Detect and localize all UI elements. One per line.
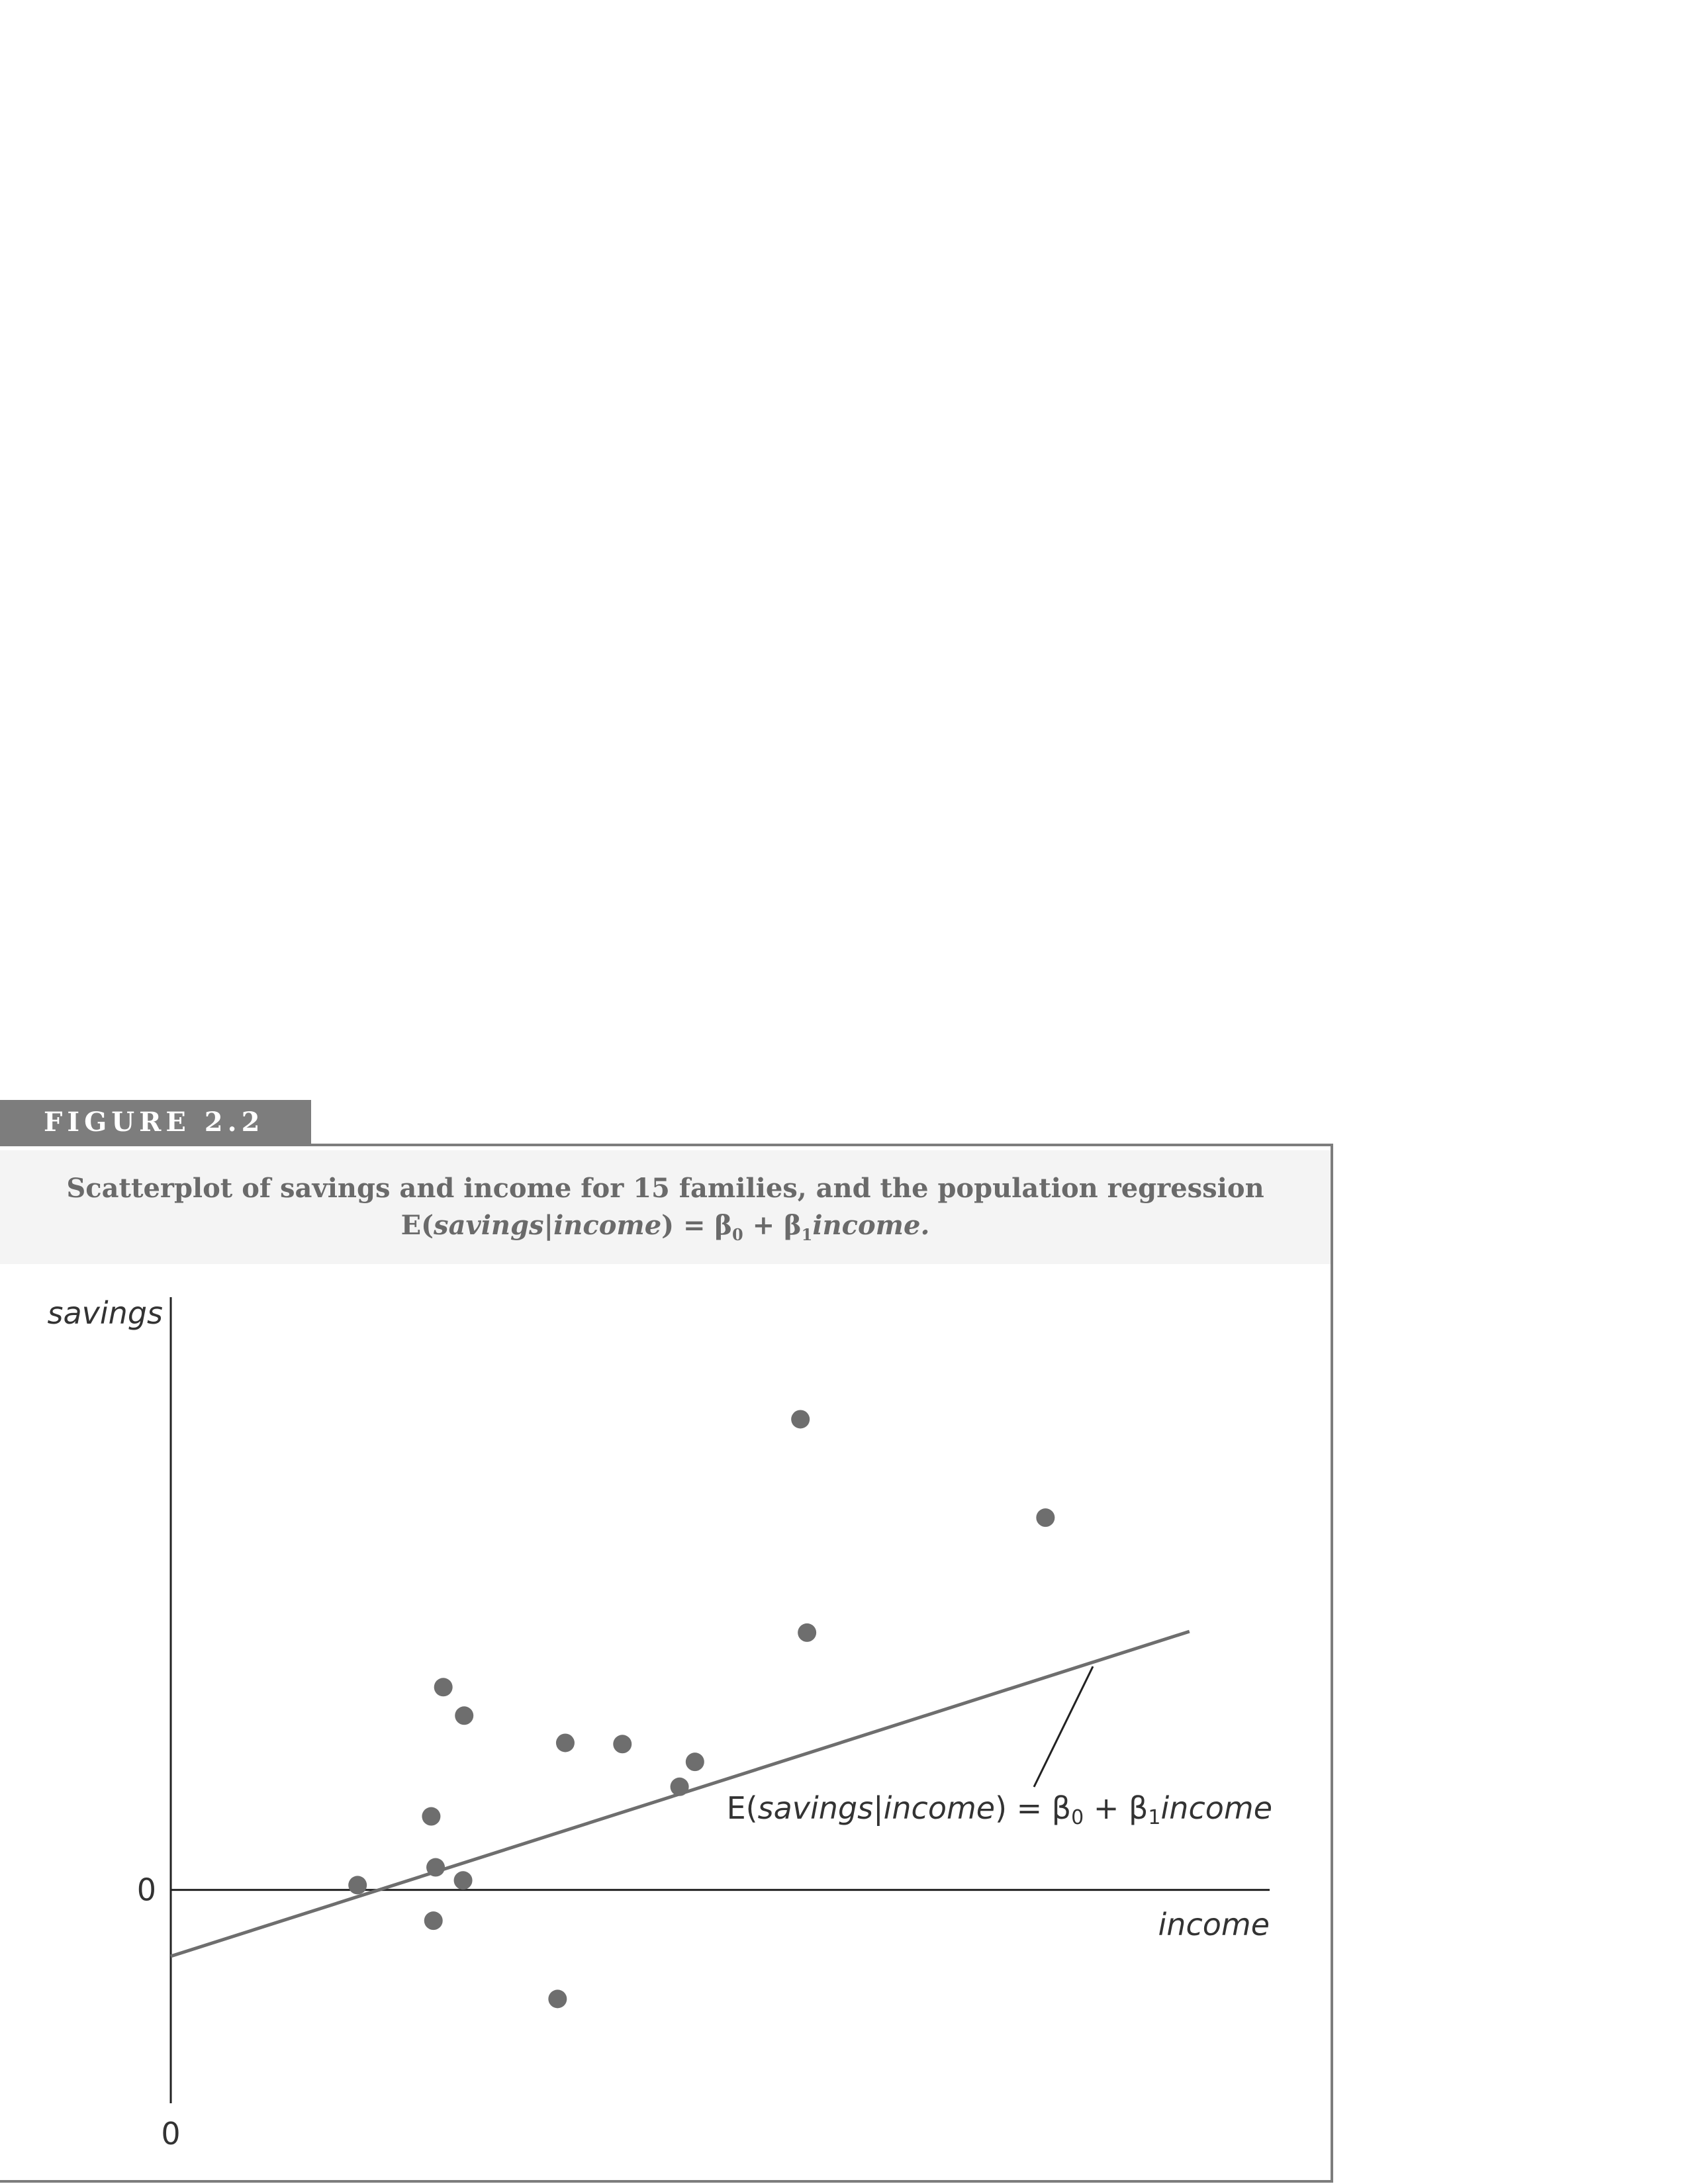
caption-line-1: Scatterplot of savings and income for 15 families, and the population regression bbox=[66, 1173, 1264, 1204]
figure-label: FIGURE 2.2 bbox=[0, 1100, 311, 1144]
data-point-4 bbox=[426, 1858, 445, 1877]
x-tick-label-0: 0 bbox=[161, 2116, 181, 2152]
data-point-10 bbox=[613, 1735, 632, 1753]
caption-eq-mid: ) = β bbox=[661, 1210, 733, 1241]
reg-label-sub0: 0 bbox=[1071, 1806, 1084, 1829]
data-point-13 bbox=[791, 1410, 810, 1428]
caption-eq-y: savings bbox=[434, 1210, 544, 1241]
data-point-3 bbox=[424, 1911, 443, 1930]
caption-eq-sub0: 0 bbox=[732, 1225, 743, 1244]
reg-label-mid: ) = β bbox=[995, 1790, 1072, 1826]
data-point-11 bbox=[671, 1778, 689, 1796]
data-point-9 bbox=[556, 1733, 575, 1752]
data-point-15 bbox=[1036, 1508, 1055, 1527]
data-point-12 bbox=[686, 1752, 704, 1771]
y-axis-label: savings bbox=[47, 1295, 163, 1331]
reg-label-x: income bbox=[883, 1790, 996, 1826]
caption-eq-prefix: E( bbox=[400, 1210, 434, 1241]
axes bbox=[48, 1295, 1270, 2152]
data-point-2 bbox=[422, 1807, 440, 1826]
regression-label-pointer bbox=[1034, 1666, 1093, 1787]
x-axis-label: income bbox=[1158, 1907, 1270, 1942]
reg-label-end: income bbox=[1160, 1790, 1272, 1826]
reg-label-bar: | bbox=[873, 1790, 884, 1826]
reg-label-y: savings bbox=[757, 1790, 874, 1826]
data-point-8 bbox=[548, 1989, 567, 2008]
reg-label-sub1: 1 bbox=[1148, 1806, 1161, 1829]
caption-eq-bar: | bbox=[543, 1210, 554, 1241]
caption-eq-sub1: 1 bbox=[801, 1225, 813, 1244]
reg-label-plus: + β bbox=[1084, 1790, 1149, 1826]
reg-label-prefix: E( bbox=[726, 1790, 758, 1826]
regression-label bbox=[727, 1790, 1272, 1829]
data-point-1 bbox=[348, 1876, 367, 1894]
caption-eq-x: income bbox=[553, 1210, 662, 1241]
data-point-14 bbox=[798, 1623, 816, 1642]
data-point-5 bbox=[434, 1678, 453, 1696]
y-tick-label-0: 0 bbox=[136, 1872, 156, 1908]
caption-eq-plus: + β bbox=[743, 1210, 802, 1241]
data-point-7 bbox=[454, 1871, 473, 1889]
caption-eq-end: income. bbox=[812, 1210, 930, 1241]
data-point-6 bbox=[455, 1706, 473, 1725]
